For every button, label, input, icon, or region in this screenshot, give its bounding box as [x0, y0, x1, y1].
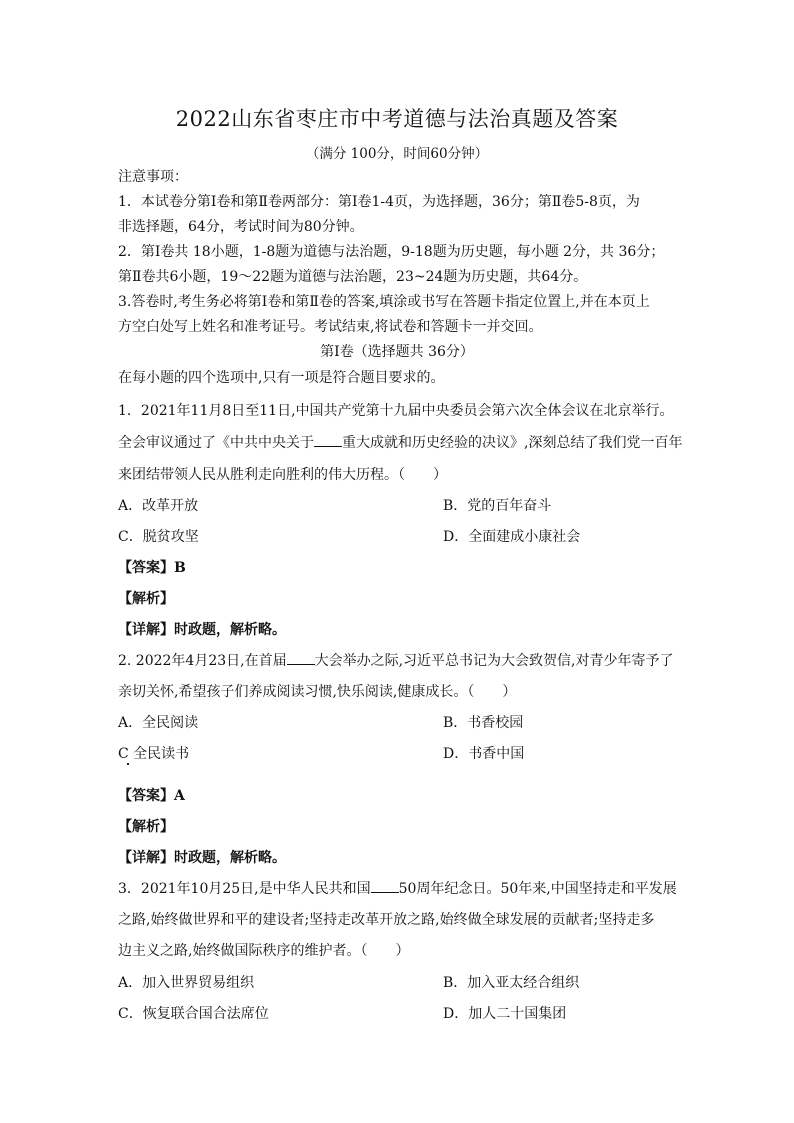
question-3-line: 边主义之路,始终做国际秩序的维护者。（ ） — [118, 943, 410, 959]
notice-line: 第Ⅱ卷共6小题，19～22题为道德与法治题，23~24题为历史题，共64分。 — [118, 269, 588, 285]
section-heading: 第Ⅰ卷（选择题共 36分） — [320, 344, 474, 360]
question-2-analysis: 【解析】 — [118, 819, 174, 835]
section-instruction: 在每小题的四个选项中,只有一项是符合题目要求的。 — [118, 370, 445, 386]
question-2-text: 2. 2022年4月23日,在首届 — [118, 653, 287, 669]
question-3-option-c: C．恢复联合国合法席位 — [118, 1006, 269, 1022]
stray-mark — [127, 763, 129, 765]
question-1-analysis: 【解析】 — [118, 591, 174, 607]
question-1-option-b: B．党的百年奋斗 — [443, 498, 552, 514]
question-1-text: 重大成就和历史经验的决议》,深刻总结了我们党一百年 — [342, 435, 683, 451]
notice-line: 3.答卷时,考生务必将第Ⅰ卷和第Ⅱ卷的答案,填涂或书写在答题卡指定位置上,并在本页上 — [118, 294, 650, 310]
fill-blank — [314, 433, 342, 447]
question-2-option-d: D．书香中国 — [443, 746, 525, 762]
notice-line: 方空白处写上姓名和准考证号。考试结束,将试卷和答题卡一并交回。 — [118, 319, 543, 335]
question-3-option-d: D．加人二十国集团 — [443, 1006, 567, 1022]
question-1-option-a: A．改革开放 — [118, 498, 199, 514]
question-3-option-b: B．加入亚太经合组织 — [443, 975, 580, 991]
question-1-line: 来团结带领人民从胜利走向胜利的伟大历程。（ ） — [118, 467, 447, 483]
notice-heading: 注意事项： — [118, 169, 188, 185]
question-1-line: 1．2021年11月8日至11日,中国共产党第十九届中央委员会第六次全体会议在北京举行。 — [118, 403, 674, 419]
question-3-line: 之路,始终做世界和平的建设者;坚持走改革开放之路,始终做全球发展的贡献者;坚持走多 — [118, 912, 655, 928]
question-1-answer: 【答案】B — [118, 560, 186, 576]
question-1-option-c: C．脱贫攻坚 — [118, 529, 199, 545]
fill-blank — [371, 879, 399, 893]
fill-blank — [287, 651, 315, 665]
question-2-detail: 【详解】时政题，解析略。 — [118, 850, 286, 866]
question-1-option-d: D．全面建成小康社会 — [443, 529, 581, 545]
notice-line: 非选择题，64分，考试时间为80分钟。 — [118, 219, 364, 235]
exam-subtitle: （满分 100分，时间60分钟） — [305, 146, 489, 162]
question-2-line — [118, 650, 674, 670]
question-1-text: 全会审议通过了《中共中央关于 — [118, 435, 314, 451]
exam-title: 2022山东省枣庄市中考道德与法治真题及答案 — [175, 107, 619, 131]
question-2-option-b: B．书香校园 — [443, 715, 524, 731]
question-2-text: 大会举办之际,习近平总书记为大会致贺信,对青少年寄予了 — [314, 653, 674, 669]
question-2-option-c: C 全民读书 — [118, 746, 190, 762]
question-1-line — [118, 432, 682, 452]
notice-line: 1．本试卷分第Ⅰ卷和第Ⅱ卷两部分：第Ⅰ卷1-4页，为选择题，36分；第Ⅱ卷5-8页，为 — [118, 194, 640, 210]
question-3-text: 50周年纪念日。50年来,中国坚持走和平发展 — [398, 881, 677, 897]
question-3-option-a: A．加入世界贸易组织 — [118, 975, 255, 991]
question-2-answer: 【答案】A — [118, 788, 185, 804]
question-2-option-a: A．全民阅读 — [118, 715, 199, 731]
question-3-text: 3．2021年10月25日,是中华人民共和国 — [118, 881, 371, 897]
notice-line: 2．第Ⅰ卷共 18小题，1-8题为道德与法治题，9-18题为历史题，每小题 2分，共 36分； — [118, 244, 665, 260]
question-1-detail: 【详解】时政题，解析略。 — [118, 622, 286, 638]
question-3-line — [118, 878, 677, 898]
question-2-line: 亲切关怀,希望孩子们养成阅读习惯,快乐阅读,健康成长。（ ） — [118, 684, 517, 700]
